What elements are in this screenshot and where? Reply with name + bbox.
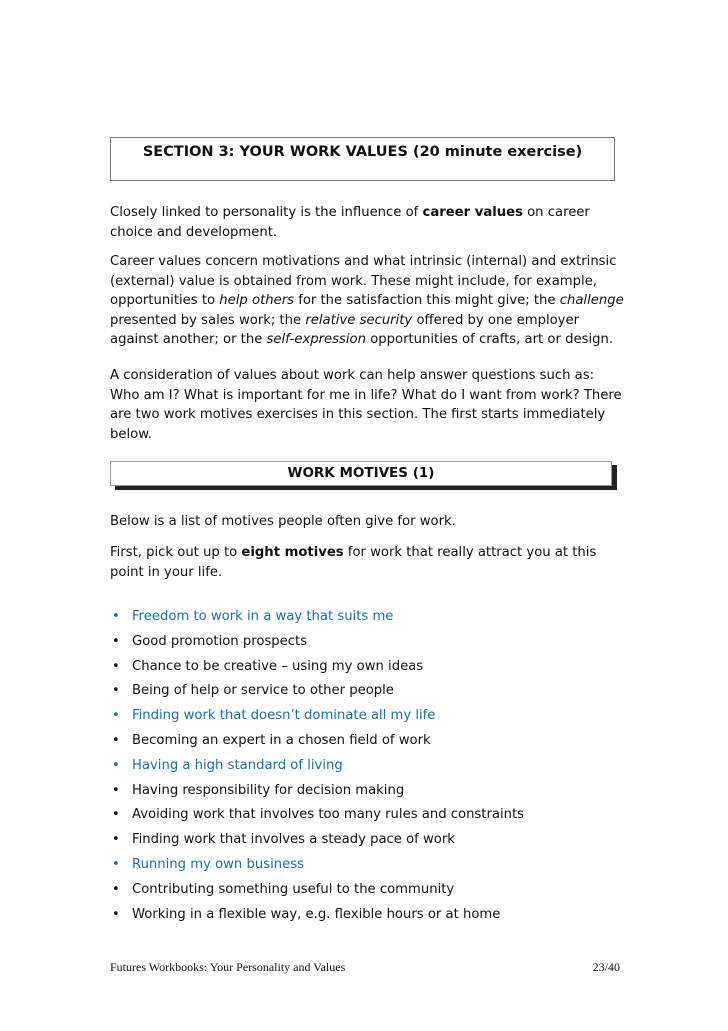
bullet-icon: • [112, 708, 120, 724]
work-motives-header-box [110, 461, 612, 486]
text-run: Closely linked to personality is the influence of [110, 205, 423, 220]
list-item [110, 880, 630, 905]
bullet-icon: • [112, 832, 120, 848]
list-item [110, 905, 630, 930]
motives-paragraph-1: Below is a list of motives people often give for work. [110, 514, 456, 529]
list-item [110, 706, 630, 731]
bullet-icon: • [112, 881, 120, 897]
list-item [110, 830, 630, 855]
text-run: First, pick out up to [110, 545, 242, 560]
text-run: for the satisfaction this might give; the [294, 293, 560, 308]
list-item [110, 681, 630, 706]
text-run: for work that really attract you at this point in your life. [110, 545, 597, 580]
bullet-icon: • [112, 658, 120, 674]
italic-term: challenge [559, 293, 624, 308]
list-item-text: Working in a flexible way, e.g. flexible hours or at home [132, 906, 501, 922]
bullet-icon: • [112, 906, 120, 922]
list-item [110, 632, 630, 657]
footer-title: Futures Workbooks: Your Personality and Values [110, 960, 346, 974]
bullet-icon: • [112, 683, 120, 699]
bold-term: career values [422, 205, 523, 220]
intro-paragraph-2 [110, 252, 625, 350]
section-header-box [110, 137, 615, 181]
motives-list [110, 607, 630, 929]
list-item-text: Finding work that involves a steady pace of work [132, 832, 455, 848]
list-item-text: Freedom to work in a way that suits me [132, 609, 394, 624]
bullet-icon: • [112, 732, 120, 748]
list-item [110, 855, 630, 880]
bullet-icon: • [112, 856, 120, 872]
list-item-text: Chance to be creative – using my own ideas [132, 658, 424, 674]
bullet-icon: • [112, 633, 120, 649]
list-item-text: Having a high standard of living [132, 757, 343, 773]
list-item-text: Finding work that doesn’t dominate all my life [132, 708, 436, 724]
motives-paragraph-2 [110, 543, 625, 582]
list-item [110, 781, 630, 806]
italic-term: self-expression [266, 332, 366, 347]
list-item [110, 607, 630, 632]
bullet-icon: • [112, 782, 120, 798]
list-item-text: Having responsibility for decision making [132, 782, 405, 798]
section-title: SECTION 3: YOUR WORK VALUES (20 minute exercise) [142, 144, 583, 160]
text-run: presented by sales work; the [110, 312, 306, 328]
list-item [110, 731, 630, 756]
italic-term: help others [219, 293, 294, 308]
page-number: 23/40 [592, 960, 620, 974]
list-item-text: Being of help or service to other people [132, 683, 394, 699]
intro-paragraph-3: A consideration of values about work can help answer questions such as: Who am I? What is important for me in life? What do I want from work? There are two work motives exercises in this section. The first starts immediately below. [110, 368, 622, 442]
intro-paragraph-1 [110, 203, 625, 242]
bold-term: eight motives [241, 545, 344, 560]
list-item-text: Running my own business [132, 856, 304, 872]
text-run: opportunities of crafts, art or design. [366, 332, 614, 347]
list-item-text: Becoming an expert in a chosen field of work [132, 732, 431, 748]
list-item-text: Avoiding work that involves too many rules and constraints [132, 807, 525, 823]
list-item-text: Contributing something useful to the community [132, 881, 455, 897]
bullet-icon: • [112, 609, 120, 624]
bullet-icon: • [112, 807, 120, 823]
work-motives-title: WORK MOTIVES (1) [287, 465, 435, 481]
bullet-icon: • [112, 757, 120, 773]
list-item [110, 756, 630, 781]
text-run: Career values concern motivations and what intrinsic (internal) and extrinsic (external) value is obtained from work. These might include, for example, opportunities to [110, 254, 617, 308]
text-run: on career choice and development. [110, 205, 590, 240]
list-item [110, 805, 630, 830]
page-footer [110, 960, 620, 975]
text-run: offered by one employer against another; or the [110, 312, 580, 347]
list-item [110, 657, 630, 682]
italic-term: relative security [305, 312, 413, 328]
list-item-text: Good promotion prospects [132, 633, 308, 649]
